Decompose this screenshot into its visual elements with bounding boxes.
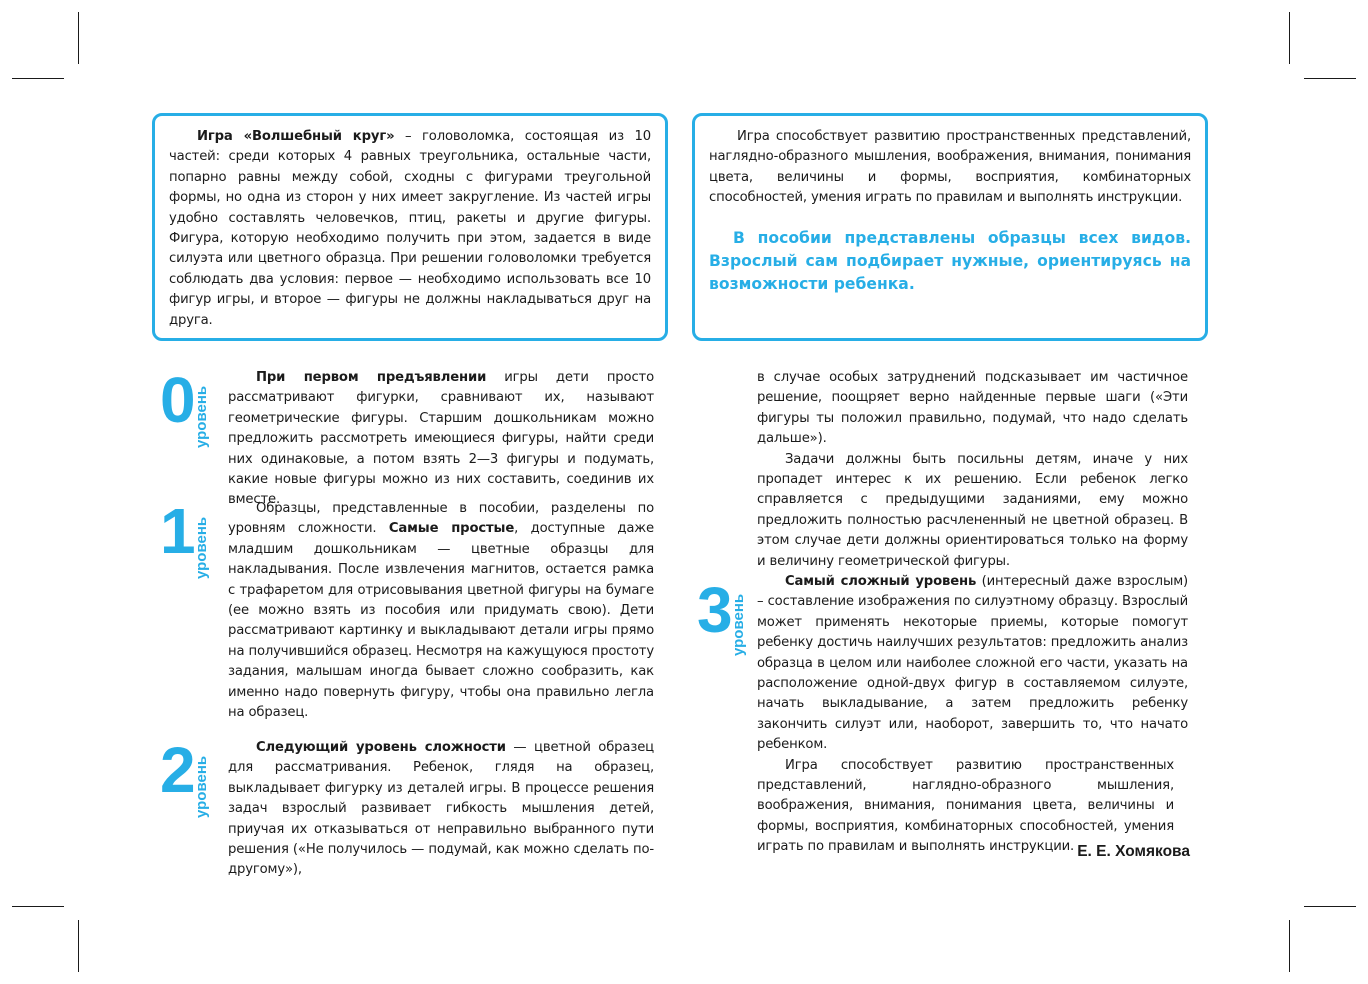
intro-box (152, 113, 668, 341)
level-3-label: уровень (730, 593, 747, 656)
level-0-section (228, 368, 654, 511)
crop-mark (12, 78, 64, 79)
level-1-label: уровень (193, 516, 210, 579)
level-2-section (228, 738, 654, 881)
crop-mark (12, 906, 64, 907)
crop-mark (1304, 906, 1356, 907)
level-2-label: уровень (193, 755, 210, 818)
level-0-bold: При первом предъявлении (256, 370, 487, 385)
right-column-top (757, 368, 1188, 572)
benefits-box (692, 113, 1208, 341)
intro-body: – головоломка, состоящая из 10 частей: среди которых 4 равных треугольника, остальные части, попарно равны между собой, сходны с фигурами треугольной формы, но одна из сторон у них имеет закругление. Из частей игры удобно составлять человечков, птиц, ракеты и другие фигуры. Фигура, которую необходимо получить при этом, задается в виде силуэта или цветного образца. При решении головоломки требуется соблюдать два условия: первое — необходимо использовать все 10 фигур игры, и второе — фигуры не должны накладываться друг на друга. (169, 129, 651, 328)
level-1-text (228, 499, 654, 723)
level-3-section (757, 572, 1188, 858)
level-2-body: — цветной образец для рассматривания. Ребенок, глядя на образец, выкладывает фигурку из деталей игры. В процессе решения задач взрослый развивает гибкость мышления детей, приучая их отказываться от неправильно выбранного пути решения («Не получилось — подумай, как можно сделать по-другому»), (228, 740, 654, 878)
level-3-digit: 3 (697, 574, 731, 646)
crop-mark (78, 920, 79, 972)
level-0-text (228, 368, 654, 511)
benefits-highlight: В пособии представлены образцы всех видов. Взрослый сам подбирает нужные, ориентируясь на возможности ребенка. (709, 228, 1191, 293)
level-3-bold: Самый сложный уровень (785, 574, 977, 589)
level-1-body: , доступные даже младшим дошкольникам — цветные образцы для накладывания. После извлечения магнитов, остается рамка с трафаретом для отрисовывания цветной фигуры на бумаге (ее можно взять из пособия или придумать свою). Дети рассматривают картинку и выкладывают детали игры прямо на получившийся образец. Несмотря на кажущуюся простоту задания, малышам иногда бывает сложно сообразить, как именно надо повернуть фигуру, чтобы она правильно легла на образец. (228, 521, 654, 721)
crop-mark (1289, 920, 1290, 972)
difficulty-text: Задачи должны быть посильны детям, иначе у них пропадет интерес к их решению. Если ребенок легко справляется с предыдущими заданиями, ему можно предложить полностью расчлененный не цветной образец. В этом случае дети должны ориентироваться только на форму и величину геометрической фигуры. (757, 451, 1188, 569)
level-1-digit: 1 (160, 495, 194, 567)
level-1-intro: Образцы, представленные в пособии, разделены по уровням сложности. (228, 501, 654, 537)
level-0-label: уровень (193, 385, 210, 448)
level-3-body: (интересный даже взрослым) – составление изображения по силуэтному образцу. Взрослый может применять некоторые приемы, которые помогут ребенку достичь наилучших результатов: предложить анализ образца в целом или наиболее сложной его части, указать на расположение одной-двух фигур в составляемом силуэте, начать выкладывание, а затем предложить ребенку закончить силуэт или, наоборот, завершить то, что начато ребенком. (757, 574, 1188, 753)
crop-mark (78, 12, 79, 64)
closing-text: Игра способствует развитию пространственных представлений, наглядно-образного мышления, воображения, внимания, понимания цвета, величины и формы, восприятия, комбинаторных способностей, умения играть по правилам и выполнять инструкции. (757, 757, 1174, 855)
level-1-bold: Самые простые (388, 521, 515, 537)
intro-text (169, 127, 651, 331)
level-1-section (228, 499, 654, 723)
author-signature: Е. Е. Хомякова (1077, 843, 1190, 860)
crop-mark (1304, 78, 1356, 79)
crop-mark (1289, 12, 1290, 64)
level-2-bold: Следующий уровень сложности (256, 740, 506, 755)
level-0-body: игры дети просто рассматривают фигурки, сравнивают их, называют геометрические фигуры. Старшим дошкольникам можно предложить рассмотреть имеющиеся фигуры, найти среди них одинаковые, а потом взять 2—3 фигуры и подумать, какие новые фигуры можно из них составить, соединив их вместе. (228, 370, 654, 508)
level-3-text (757, 572, 1188, 756)
continuation-text: в случае особых затруднений подсказывает им частичное решение, поощряет верно найденные первые шаги («Эти фигуры ты положил правильно, подумай, что надо сделать дальше»). (757, 370, 1188, 447)
intro-title: Игра «Волшебный круг» (197, 129, 395, 144)
level-0-digit: 0 (160, 364, 194, 436)
level-2-text (228, 738, 654, 881)
level-2-digit: 2 (160, 734, 194, 806)
benefits-text: Игра способствует развитию пространственных представлений, наглядно-образного мышления, воображения, внимания, понимания цвета, величины и формы, восприятия, комбинаторных способностей, умения играть по правилам и выполнять инструкции. (709, 129, 1191, 206)
